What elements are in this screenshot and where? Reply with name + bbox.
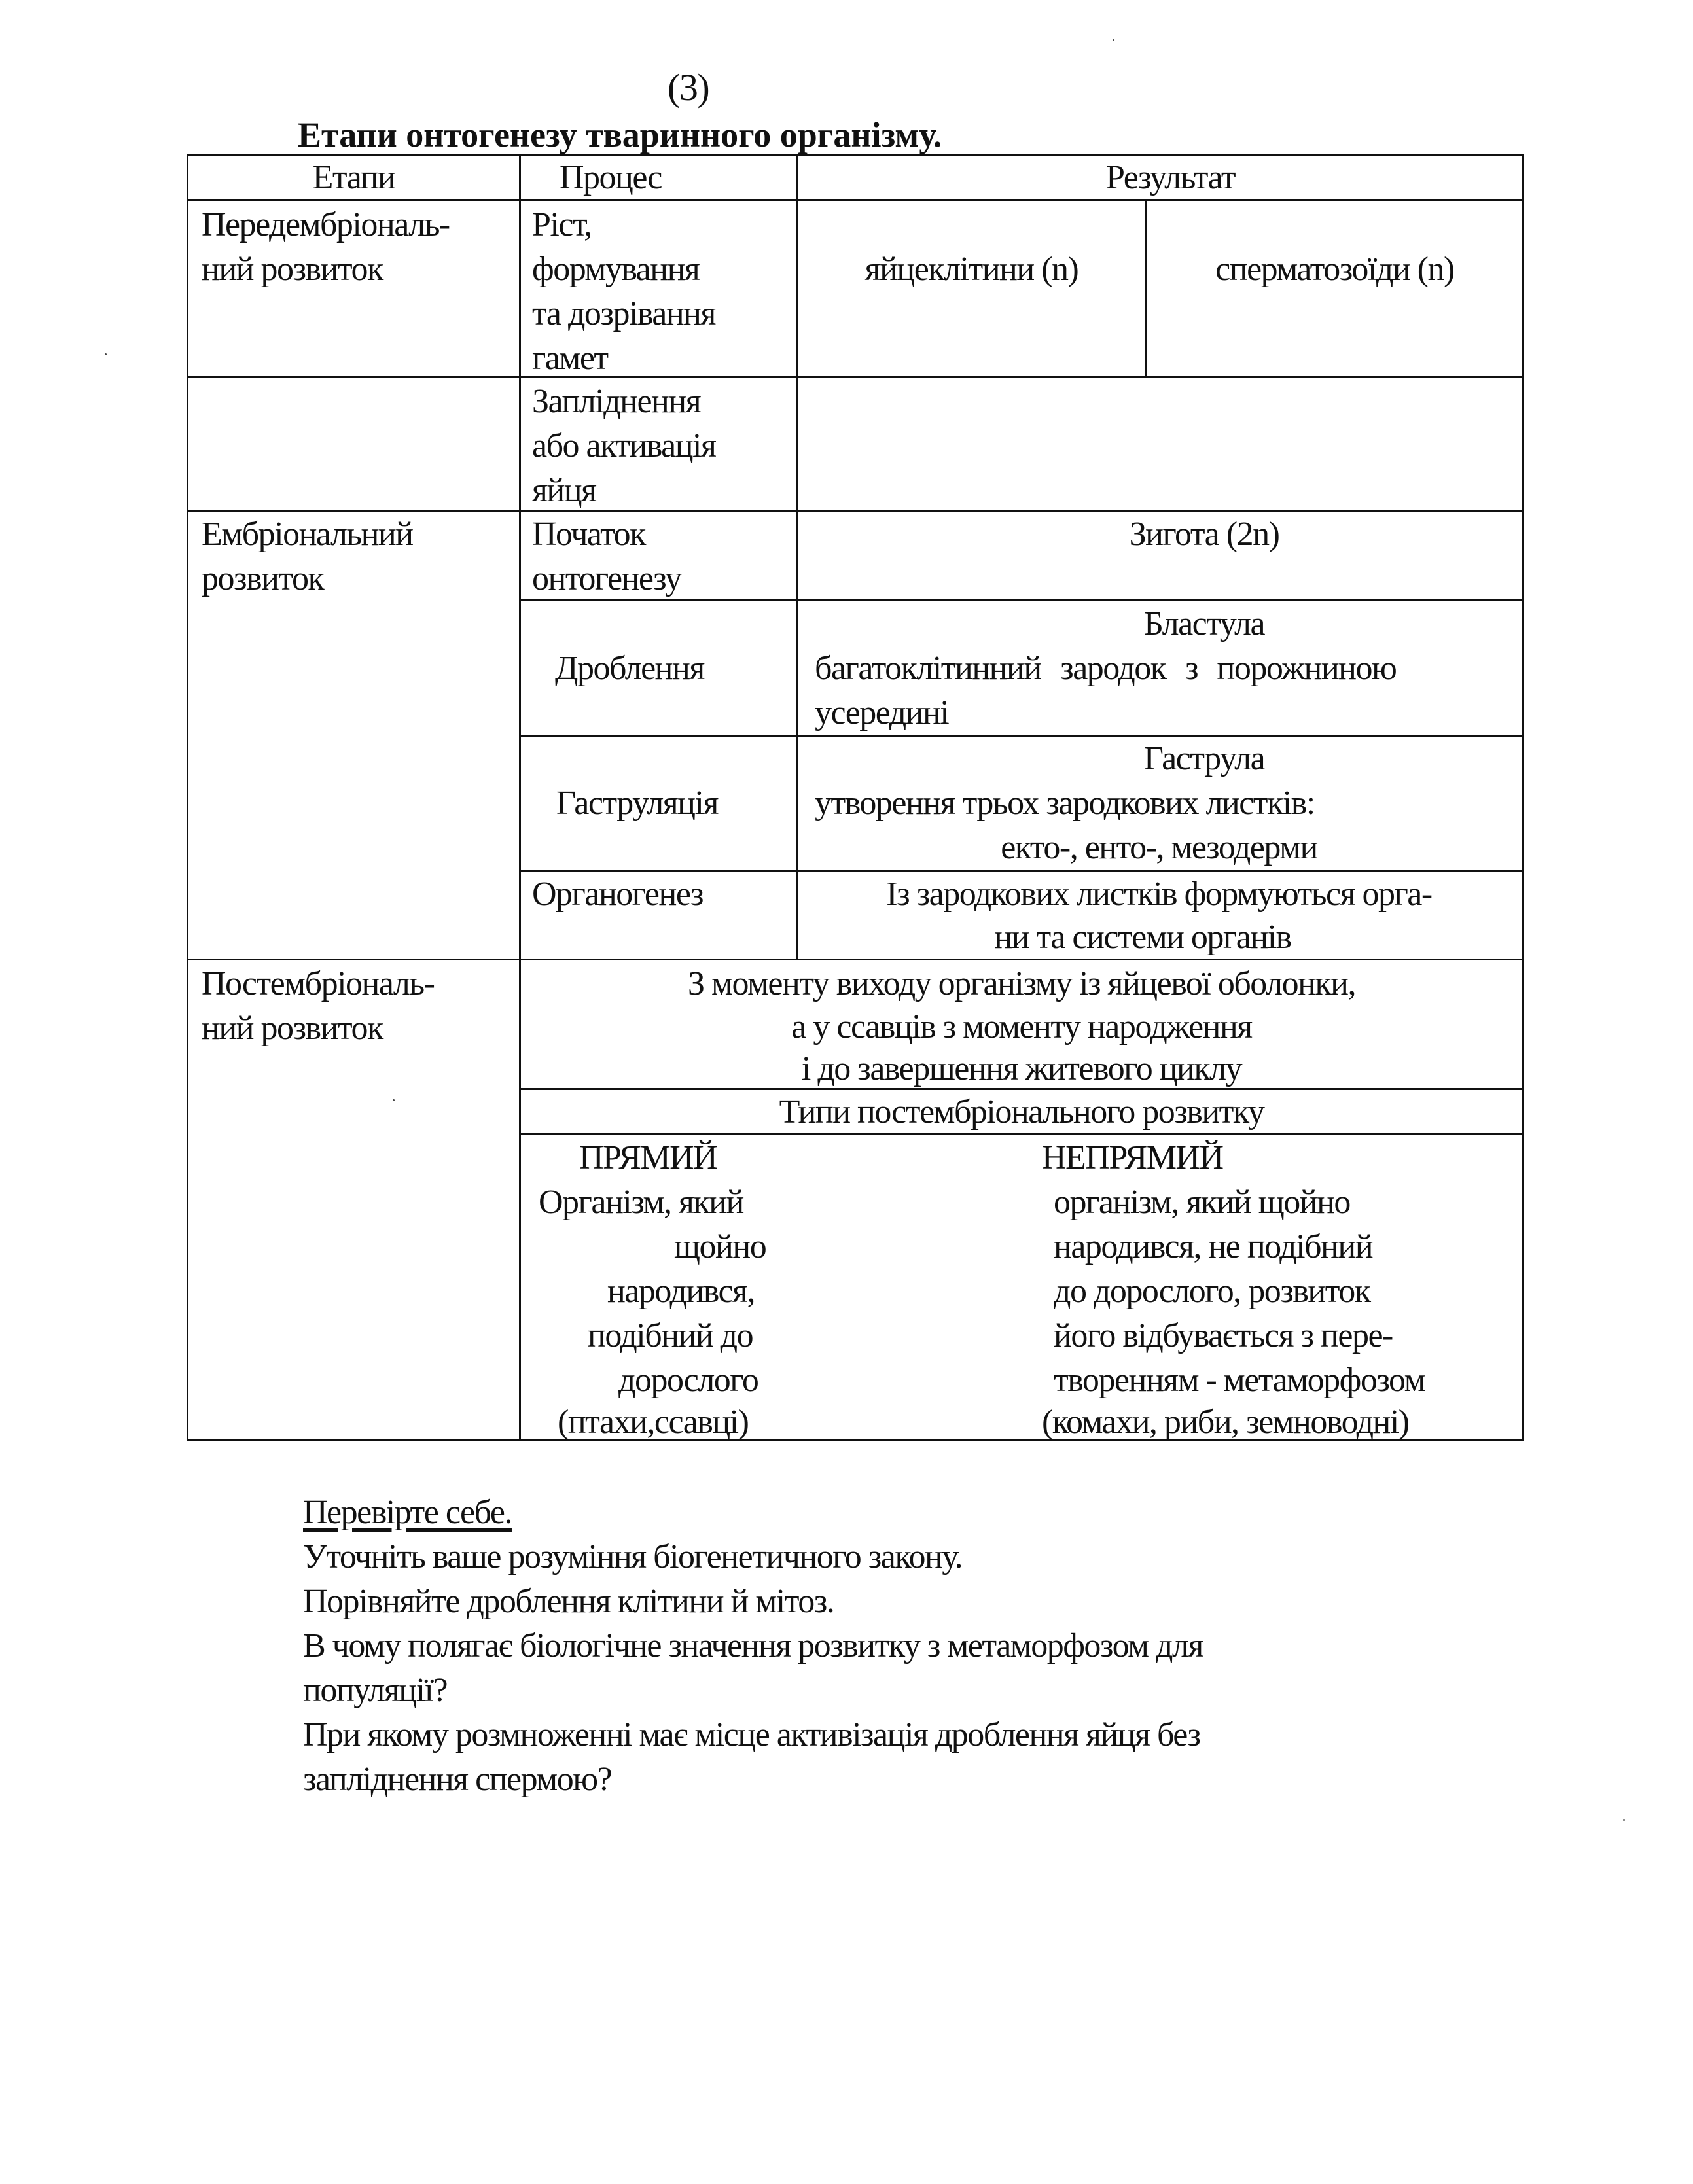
indirect-line: його відбувається з пере- (1054, 1317, 1393, 1354)
scan-noise (1623, 1819, 1625, 1821)
indirect-line: (комахи, риби, земноводні) (1042, 1403, 1409, 1441)
direct-line: щойно (674, 1228, 766, 1265)
page-number: (3) (668, 66, 709, 109)
process-cell: Гаструляція (556, 784, 718, 822)
result-title: Бластула (1143, 605, 1265, 643)
direct-line: дорослого (618, 1362, 758, 1399)
result-line: Із зародкових листків формуються орга- (886, 875, 1432, 913)
postembryonic-description-line: і до завершення житевого циклу (801, 1050, 1242, 1087)
stage-cell-line: ний розвиток (202, 251, 383, 288)
stage-cell-line: Ембріональний (202, 516, 413, 553)
result-line: ни та системи органів (994, 919, 1291, 956)
process-cell-line: онтогенезу (532, 560, 681, 597)
indirect-line: організм, який щойно (1054, 1184, 1350, 1221)
scan-noise (1113, 39, 1114, 41)
process-cell-line: формування (532, 251, 700, 288)
header-process: Процес (560, 159, 662, 196)
process-cell: Дроблення (555, 650, 704, 687)
result-zygote: Зигота (2n) (1129, 516, 1279, 553)
direct-line: народився, (607, 1273, 755, 1310)
result-title: Гаструла (1143, 740, 1265, 777)
direct-line: (птахи,ссавці) (558, 1403, 749, 1441)
result-line: усередині (815, 694, 949, 731)
indirect-line: народився, не подібний (1054, 1228, 1373, 1265)
page-title: Етапи онтогенезу тваринного організму. (298, 115, 942, 154)
process-cell-line: яйця (532, 472, 596, 509)
question-line: При якому розмноженні має місце активізація дроблення яйця без (303, 1716, 1200, 1753)
types-header: Типи постембріонального розвитку (779, 1093, 1264, 1131)
question-line: Уточніть ваше розуміння біогенетичного закону. (303, 1538, 963, 1576)
self-check-heading: Перевірте себе. (303, 1494, 512, 1531)
process-cell-line: або активація (532, 427, 716, 465)
result-eggs: яйцеклітини (n) (864, 251, 1078, 288)
direct-line: Організм, який (539, 1184, 743, 1221)
result-line: багатоклітинний зародок з порожниною (815, 650, 1397, 687)
process-cell-line: Ріст, (532, 206, 592, 243)
table-border-left (187, 154, 188, 1441)
indirect-line: до дорослого, розвиток (1054, 1273, 1370, 1310)
question-line: запліднення спермою? (303, 1761, 612, 1798)
result-line: утворення трьох зародкових листків: (815, 784, 1315, 822)
process-cell: Органогенез (532, 875, 704, 913)
row-divider-1 (187, 376, 1524, 378)
result-line: екто-, енто-, мезодерми (1001, 829, 1317, 866)
process-cell-line: гамет (532, 340, 608, 377)
scan-noise (105, 353, 107, 355)
question-line: популяції? (303, 1672, 448, 1709)
process-cell-line: та дозрівання (532, 295, 715, 332)
table-border-right (1522, 154, 1524, 1441)
indirect-label: НЕПРЯМИЙ (1042, 1139, 1223, 1176)
result-sperm: сперматозоїди (n) (1215, 251, 1454, 288)
postembryonic-description-line: а у ссавців з моменту народження (791, 1008, 1252, 1046)
process-cell-line: Запліднення (532, 383, 701, 420)
question-line: Порівняйте дроблення клітини й мітоз. (303, 1583, 834, 1620)
direct-line: подібний до (588, 1317, 753, 1354)
stage-cell-line: розвиток (202, 560, 324, 597)
indirect-line: творенням - метаморфозом (1054, 1362, 1425, 1399)
question-line: В чому полягає біологічне значення розвитку з метаморфозом для (303, 1627, 1203, 1664)
postembryonic-description-line: З моменту виходу організму із яйцевої оболонки, (687, 965, 1355, 1002)
scan-noise (393, 1099, 395, 1101)
stage-cell-line: ний розвиток (202, 1010, 383, 1047)
stage-cell-line: Постембріональ- (202, 965, 435, 1002)
header-stages: Етапи (312, 159, 395, 196)
header-result: Результат (1106, 159, 1236, 196)
stage-cell-line: Передембріональ- (202, 206, 450, 243)
row-divider-2 (187, 510, 1524, 512)
process-cell-line: Початок (532, 516, 645, 553)
col-divider-stage (519, 154, 521, 1441)
direct-label: ПРЯМИЙ (579, 1139, 717, 1176)
